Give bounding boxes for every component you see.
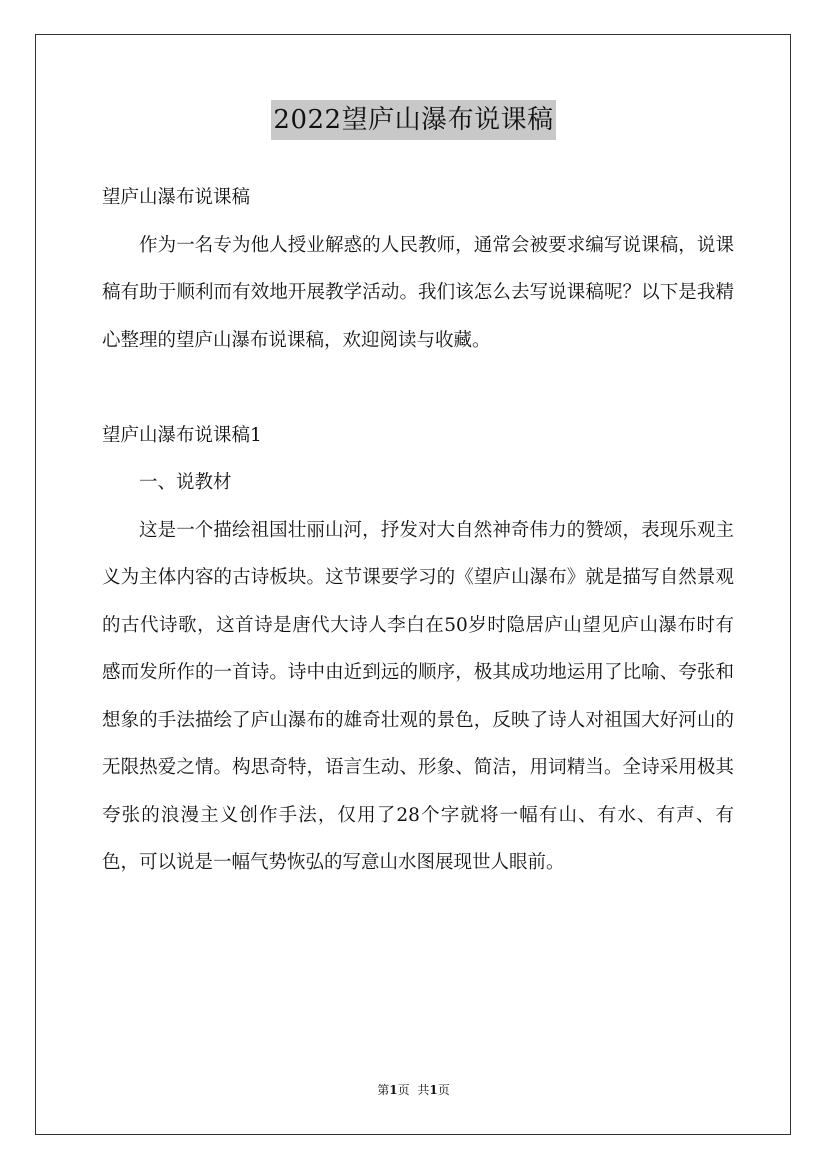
section-heading: 望庐山瀑布说课稿1 [102,424,262,446]
page-current: 1 [389,1083,398,1097]
document-title: 2022望庐山瀑布说课稿 [271,100,555,140]
subsection-heading: 一、说教材 [139,472,232,493]
total-prefix: 共 [417,1083,430,1097]
page-footer [0,1082,827,1098]
body-paragraph: 这是一个描绘祖国壮丽山河，抒发对大自然神奇伟力的赞颂，表现乐观主义为主体内容的古诗板块。这节课要学习的《望庐山瀑布》就是描写自然景观的古代诗歌，这首诗是唐代大诗人李白在50岁时隐居庐山望见庐山瀑布时有感而发所作的一首诗。诗中由近到远的顺序，极其成功地运用了比喻、夸张和想象的手法描绘了庐山瀑布的雄奇壮观的景色，反映了诗人对祖国大好河山的无限热爱之情。构思奇特，语言生动、形象、简洁，用词精当。全诗采用极其夸张的浪漫主义创作手法，仅用了28个字就将一幅有山、有水、有声、有色，可以说是一幅气势恢弘的写意山水图展现世人眼前。 [102,519,734,873]
total-suffix: 页 [437,1083,450,1097]
intro-paragraph: 作为一名专为他人授业解惑的人民教师，通常会被要求编写说课稿，说课稿有助于顺利而有效地开展教学活动。我们该怎么去写说课稿呢？以下是我精心整理的望庐山瀑布说课稿，欢迎阅读与收藏。 [102,234,734,351]
page-prefix: 第 [377,1083,390,1097]
title-container [0,100,827,140]
subtitle: 望庐山瀑布说课稿 [102,187,251,208]
paragraph-spacer [102,364,734,412]
page-total: 1 [429,1083,438,1097]
page-suffix: 页 [397,1083,410,1097]
document-body [102,174,734,887]
